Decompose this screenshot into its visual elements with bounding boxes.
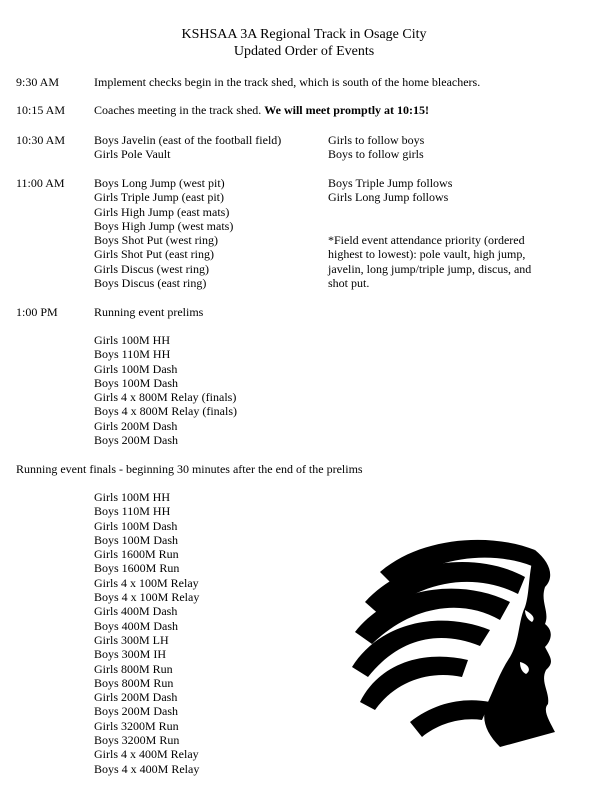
- coaches-meeting-bold: We will meet promptly at 10:15!: [264, 103, 430, 117]
- list-item: Boys Shot Put (west ring): [94, 233, 219, 248]
- list-item: Girls 800M Run: [94, 661, 173, 676]
- list-item: Boys Long Jump (west pit): [94, 176, 225, 190]
- list-item: Girls 1600M Run: [94, 547, 179, 562]
- list-item: Girls 4 x 800M Relay (finals): [94, 390, 237, 405]
- list-item: Girls High Jump (east mats): [94, 204, 230, 219]
- time-1030: 10:30 AM: [16, 133, 66, 147]
- list-item: Boys Triple Jump follows: [328, 176, 453, 190]
- list-item: Boys 400M Dash: [94, 618, 179, 633]
- coaches-meeting-text: [94, 103, 429, 117]
- list-item: Boys 4 x 100M Relay: [94, 590, 200, 605]
- follows-1030: [328, 133, 424, 162]
- list-item: Girls 400M Dash: [94, 604, 178, 619]
- list-item: Boys 200M Dash: [94, 704, 179, 719]
- list-item: Girls Triple Jump (east pit): [94, 190, 225, 205]
- note-line: *Field event attendance priority (ordered: [328, 233, 525, 247]
- list-item: Boys 4 x 800M Relay (finals): [94, 404, 237, 419]
- list-item: Girls 300M LH: [94, 632, 169, 647]
- time-930: 9:30 AM: [16, 75, 60, 89]
- indian-head-logo-icon: [350, 532, 560, 747]
- list-item: Girls 4 x 100M Relay: [94, 575, 199, 590]
- list-item: Boys 1600M Run: [94, 561, 180, 576]
- finals-events: [94, 490, 199, 776]
- list-item: Girls 200M Dash: [94, 690, 178, 705]
- list-item: Girls Pole Vault: [94, 147, 171, 162]
- list-item: Girls 100M HH: [94, 490, 171, 504]
- list-item: Girls 4 x 400M Relay: [94, 747, 199, 762]
- list-item: Boys 800M Run: [94, 675, 174, 690]
- time-100: 1:00 PM: [16, 305, 58, 319]
- implement-check-text: Implement checks begin in the track shed, which is south of the home bleachers.: [94, 75, 481, 89]
- list-item: Girls to follow boys: [328, 133, 425, 147]
- note-line: shot put.: [328, 275, 370, 290]
- list-item: Girls Long Jump follows: [328, 190, 449, 205]
- list-item: Boys Discus (east ring): [94, 276, 207, 291]
- list-item: Girls 200M Dash: [94, 418, 178, 433]
- list-item: Boys 110M HH: [94, 504, 171, 519]
- time-1015: 10:15 AM: [16, 103, 66, 117]
- note-line: javelin, long jump/triple jump, discus, and: [328, 261, 532, 276]
- list-item: Girls 3200M Run: [94, 718, 179, 733]
- list-item: Boys Javelin (east of the football field): [94, 133, 282, 147]
- list-item: Girls Shot Put (east ring): [94, 247, 214, 262]
- list-item: Boys 300M IH: [94, 647, 167, 662]
- list-item: Boys 100M Dash: [94, 375, 179, 390]
- follows-1100: [328, 176, 452, 205]
- time-1100: 11:00 AM: [16, 176, 65, 190]
- list-item: Boys 200M Dash: [94, 433, 179, 448]
- list-item: Boys 3200M Run: [94, 733, 180, 748]
- list-item: Boys 100M Dash: [94, 532, 179, 547]
- note-line: highest to lowest): pole vault, high jump,: [328, 247, 526, 262]
- list-item: Girls 100M HH: [94, 333, 171, 347]
- list-item: Girls 100M Dash: [94, 518, 178, 533]
- attendance-priority-note: [328, 233, 531, 290]
- coaches-meeting-label: Coaches meeting in the track shed.: [94, 103, 262, 117]
- list-item: Girls 100M Dash: [94, 361, 178, 376]
- list-item: Boys 110M HH: [94, 347, 171, 362]
- page-subtitle: Updated Order of Events: [233, 44, 375, 59]
- list-item: Boys to follow girls: [328, 147, 424, 162]
- list-item: Boys High Jump (west mats): [94, 218, 234, 233]
- list-item: Girls Discus (west ring): [94, 261, 209, 276]
- events-1030: [94, 133, 281, 162]
- prelims-events: [94, 333, 237, 447]
- prelims-heading: Running event prelims: [94, 305, 204, 319]
- events-1100: [94, 176, 233, 290]
- page-title: KSHSAA 3A Regional Track in Osage City: [181, 27, 427, 42]
- finals-heading: Running event finals - beginning 30 minutes after the end of the prelims: [16, 462, 363, 476]
- list-item: Boys 4 x 400M Relay: [94, 761, 200, 776]
